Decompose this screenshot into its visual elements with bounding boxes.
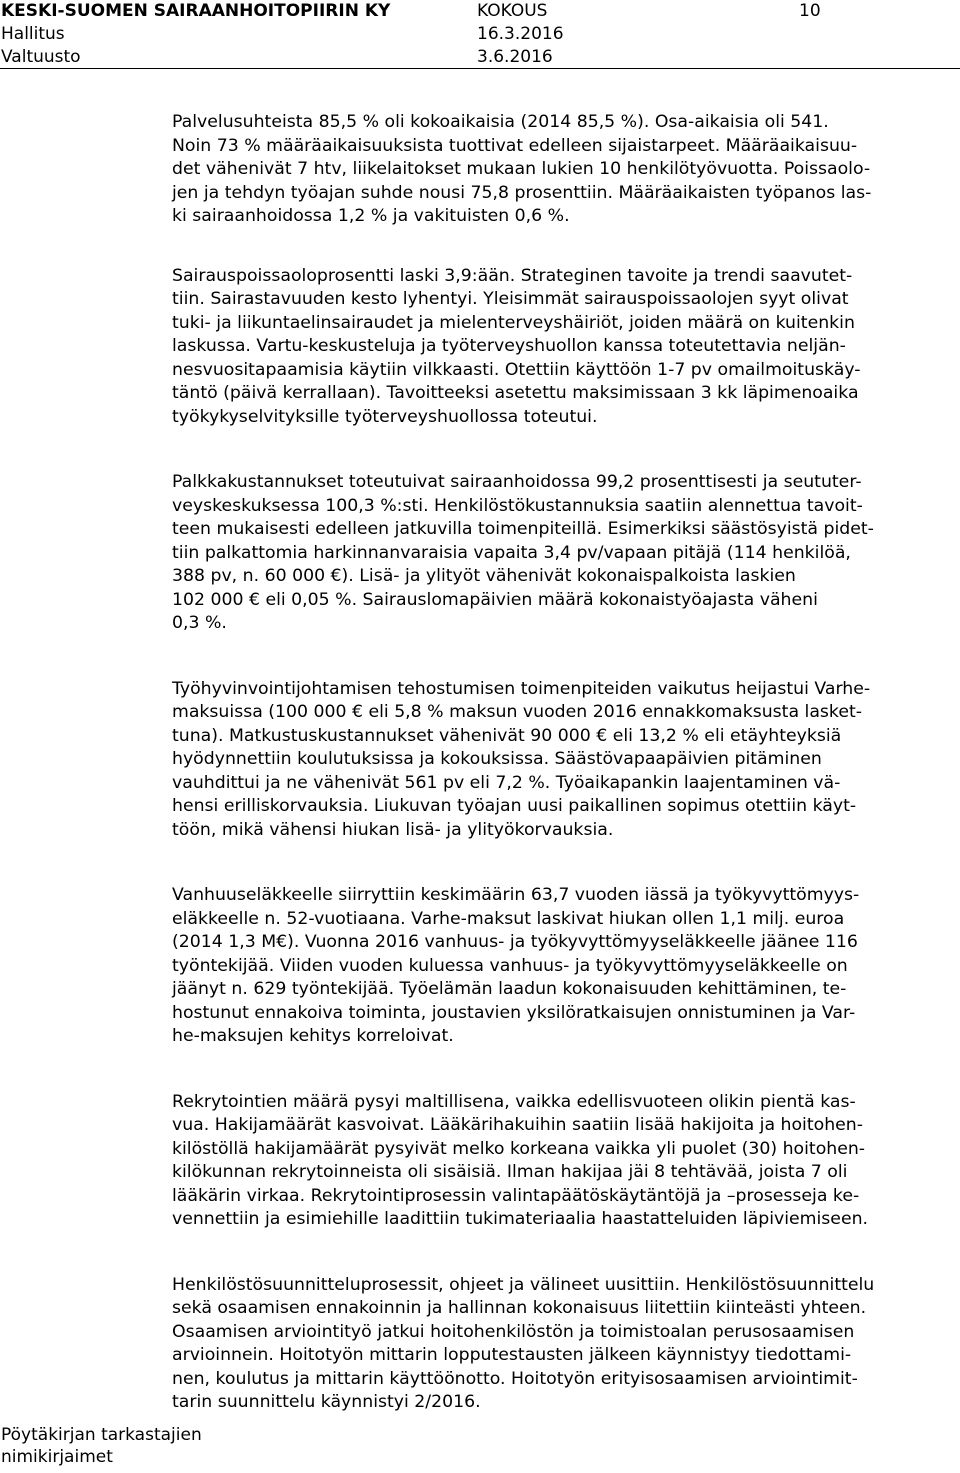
paragraph-employment: Palvelusuhteista 85,5 % oli kokoaikaisia (2014 85,5 %). Osa-aikaisia oli 541. Noin 73 % määräaikaisuuksista tuottivat edelleen sijaistarpeet. Määräaikaisuu- det vähenivät 7 htv, liikelaitokset mukaan lukien 10 henkilötyövuotta. Poissaolo- jen ja tehdyn työajan suhde nousi 75,8 prosenttiin. Määräaikaisten työpanos las- ki sairaanhoidossa 1,2 % ja vakituisten 0,6 %. xyxy=(172,112,872,226)
meeting-type: KOKOUS xyxy=(477,1,548,21)
footer-initials-label: Pöytäkirjan tarkastajien nimikirjaimet xyxy=(1,1425,202,1467)
decision-body-board: Hallitus xyxy=(1,24,65,44)
paragraph-salary-costs: Palkkakustannukset toteutuivat sairaanhoidossa 99,2 prosenttisesti ja seututer- veyskeskuksessa 100,3 %:sti. Henkilöstökustannuksia saatiin alennettua tavoit- teen mukaisesti edelleen jatkuvilla toimenpiteillä. Esimerkiksi säästösyistä pidet- tiin palkattomia harkinnanvaraisia vapaita 3,4 pv/vapaan pitäjä (114 henkilöä, 388 pv, n. 60 000 €). Lisä- ja ylityöt vähenivät kokonaispalkoista laskien 102 000 € eli 0,05 %. Sairauslomapäivien määrä kokonaistyöajasta väheni 0,3 %. xyxy=(172,472,874,633)
page-header xyxy=(0,0,960,69)
header-row-council xyxy=(0,46,960,69)
page-number: 10 xyxy=(799,1,821,21)
header-row-organization xyxy=(0,0,960,23)
document-body xyxy=(172,111,952,1415)
decision-body-council: Valtuusto xyxy=(1,47,81,67)
meeting-date-board: 16.3.2016 xyxy=(477,24,564,44)
paragraph-sick-leave: Sairauspoissaoloprosentti laski 3,9:ään. Strateginen tavoite ja trendi saavutet- tiin. Sairastavuuden kesto lyhentyi. Yleisimmät sairauspoissaolojen syyt olivat tuki- ja liikuntaelinsairaudet ja mielenterveyshäiriöt, joiden määrä on kuitenkin laskussa. Vartu-keskusteluja ja työterveyshuollon kanssa toteutettavia neljän- nesvuositapaamisia käytiin vilkkaasti. Otettiin käyttöön 1-7 pv omailmoituskäy- täntö (päivä kerrallaan). Tavoitteeksi asetettu maksimissaan 3 kk läpimenoaika työkykyselvityksille työterveyshuollossa toteutui. xyxy=(172,265,861,427)
paragraph-retirement: Vanhuuseläkkeelle siirryttiin keskimäärin 63,7 vuoden iässä ja työkyvyttömyys- eläkkeelle n. 52-vuotiaana. Varhe-maksut laskivat hiukan ollen 1,1 milj. euroa (2014 1,3 M€). Vuonna 2016 vanhuus- ja työkyvyttömyyseläkkeelle jäänee 116 työntekijää. Viiden vuoden kuluessa vanhuus- ja työkyvyttömyyseläkkeelle on jäänyt n. 629 työntekijää. Työelämän laadun kokonaisuuden kehittäminen, te- hostunut ennakoiva toiminta, joustavien yksilöratkaisujen onnistuminen ja Var- he-maksujen kehitys korreloivat. xyxy=(172,885,860,1046)
paragraph-recruitment: Rekrytointien määrä pysyi maltillisena, vaikka edellisvuoteen olikin pientä kas- vua. Hakijamäärät kasvoivat. Lääkärihakuihin saatiin lisää hakijoita ja hoitohen- kilöstöllä hakijamäärät pysyivät melko korkeana vaikka yli puolet (30) hoitohen- kilökunnan rekrytoinneista oli sisäisiä. Ilman hakijaa jäi 8 tehtävää, joista 7 oli lääkärin virkaa. Rekrytointiprosessin valintapäätöskäytäntöjä ja –prosesseja ke- vennettiin ja esimiehille laadittiin tukimateriaalia haastatteluiden läpiviemiseen. xyxy=(172,1091,869,1229)
organization-name: KESKI-SUOMEN SAIRAANHOITOPIIRIN KY xyxy=(1,1,391,21)
header-divider xyxy=(0,68,960,69)
header-row-board xyxy=(0,23,960,46)
paragraph-wellbeing: Työhyvinvointijohtamisen tehostumisen toimenpiteiden vaikutus heijastui Varhe- maksuissa (100 000 € eli 5,8 % maksun vuoden 2016 ennakkomaksusta lasket- tuna). Matkustuskustannukset vähenivät 90 000 € eli 13,2 % eli etäyhteyksiä hyödynnettiin koulutuksissa ja kokouksissa. Säästövapaapäivien pitäminen vauhdittui ja ne vähenivät 561 pv eli 7,2 %. Työaikapankin laajentaminen vä- hensi erilliskorvauksia. Liukuvan työajan uusi paikallinen sopimus otettiin käyt- töön, mikä vähensi hiukan lisä- ja ylityökorvauksia. xyxy=(172,678,871,840)
paragraph-planning: Henkilöstösuunnitteluprosessit, ohjeet ja välineet uusittiin. Henkilöstösuunnittelu sekä osaamisen ennakoinnin ja hallinnan kokonaisuus liitettiin kiinteästi yhteen. Osaamisen arviointityö jatkui hoitohenkilöstön ja toimistoalan perusosaamisen arvioinnein. Hoitotyön mittarin lopputestausten jälkeen käynnistyy tiedottami- nen, koulutus ja mittarin käyttöönotto. Hoitotyön erityisosaamisen arviointimit- tarin suunnittelu käynnistyi 2/2016. xyxy=(172,1274,875,1412)
meeting-date-council: 3.6.2016 xyxy=(477,47,553,67)
